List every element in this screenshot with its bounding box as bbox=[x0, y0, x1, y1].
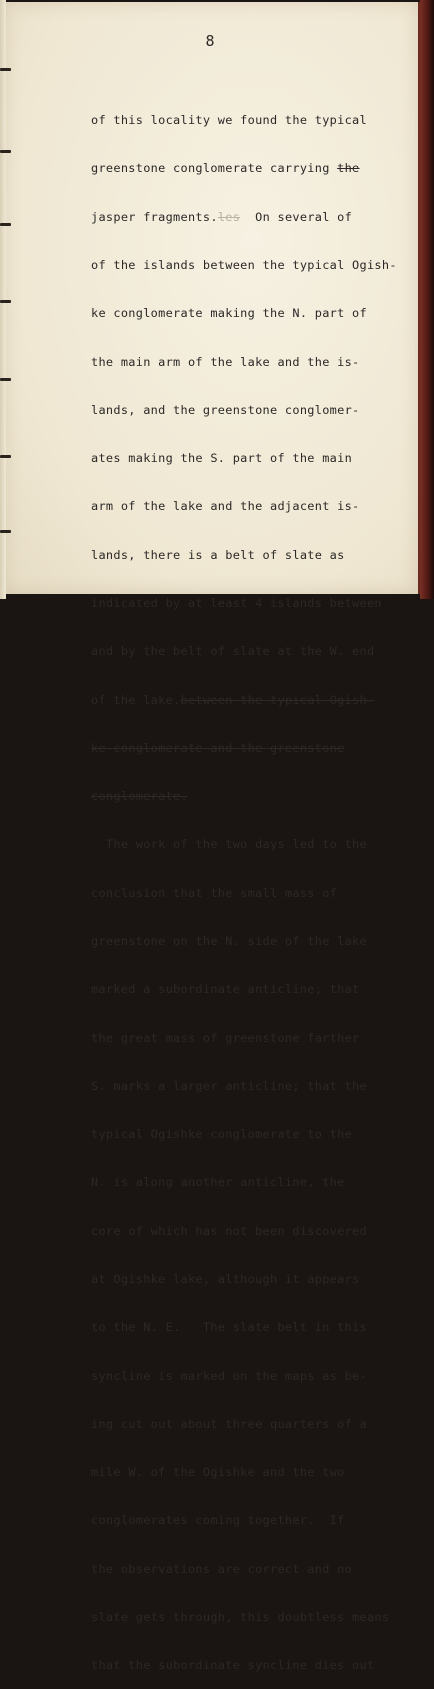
typed-text bbox=[91, 80, 416, 1689]
text-line: indicated by at least 4 islands between bbox=[91, 596, 382, 610]
text-line: core of which has not been discovered bbox=[91, 1223, 367, 1238]
text-line: slate gets through, this doubtless means bbox=[91, 1609, 390, 1624]
text-line: ing cut out about three quarters of a bbox=[91, 1416, 367, 1431]
text-line: conclusion that the small mass of bbox=[91, 885, 338, 900]
text-line bbox=[91, 740, 416, 756]
struck-word: the bbox=[337, 161, 360, 176]
text-line: of this locality we found the typical bbox=[91, 113, 367, 128]
text-line: of the lake.between the typical Ogish- bbox=[91, 692, 375, 707]
text-line: marked a subordinate anticline; that bbox=[91, 982, 360, 997]
binding-hole bbox=[0, 300, 11, 303]
binding-hole bbox=[0, 150, 11, 153]
text-line: that the subordinate syncline dies out bbox=[91, 1658, 375, 1673]
text-line: and by the belt of slate at the W. end bbox=[91, 644, 375, 659]
struck-text: between the typical Ogish- bbox=[180, 692, 375, 707]
binding-hole bbox=[0, 455, 11, 458]
text-line: lands, and the greenstone conglomer- bbox=[91, 402, 360, 417]
page-number: 8 bbox=[205, 32, 215, 50]
text-line: the main arm of the lake and the is- bbox=[91, 354, 360, 369]
text-line: the observations are correct and no bbox=[91, 1561, 353, 1576]
text-line: S. marks a larger anticline; that the bbox=[91, 1078, 367, 1093]
text-line: to the N. E. The slate belt in this bbox=[91, 1320, 367, 1335]
text-line: syncline is marked on the maps as be- bbox=[91, 1368, 367, 1383]
text-line: ke conglomerate making the N. part of bbox=[91, 306, 367, 321]
text-line: ates making the S. part of the main bbox=[91, 451, 353, 466]
struck-text: conglomerate. bbox=[91, 789, 188, 804]
text-line: greenstone on the N. side of the lake bbox=[91, 933, 367, 948]
binding-hole bbox=[0, 68, 11, 71]
binding-hole bbox=[0, 223, 11, 226]
binding-hole bbox=[0, 530, 11, 533]
text-line: conglomerates coming together. If bbox=[91, 1513, 345, 1528]
page-edge bbox=[420, 0, 434, 599]
text-line: the great mass of greenstone farther bbox=[91, 1030, 360, 1045]
struck-word: les bbox=[217, 209, 241, 224]
text-line bbox=[91, 788, 416, 804]
text-line: mile W. of the Ogishke and the two bbox=[91, 1465, 345, 1480]
struck-text: ke conglomerate and the greenstone bbox=[91, 740, 345, 755]
text-line: lands, there is a belt of slate as bbox=[91, 547, 345, 562]
text-line: jasper fragments.les On several of bbox=[91, 209, 353, 224]
text-line: The work of the two days led to the bbox=[91, 837, 367, 852]
text-line: typical Ogishke conglomerate to the bbox=[91, 1127, 353, 1142]
text-line: at Ogishke lake, although it appears bbox=[91, 1271, 360, 1286]
text-line: N. is along another anticline, the bbox=[91, 1175, 345, 1190]
text-line: arm of the lake and the adjacent is- bbox=[91, 499, 360, 514]
binding-hole bbox=[0, 378, 11, 381]
text-line: of the islands between the typical Ogish- bbox=[91, 258, 397, 273]
text-line: greenstone conglomerate carrying the bbox=[91, 161, 360, 176]
